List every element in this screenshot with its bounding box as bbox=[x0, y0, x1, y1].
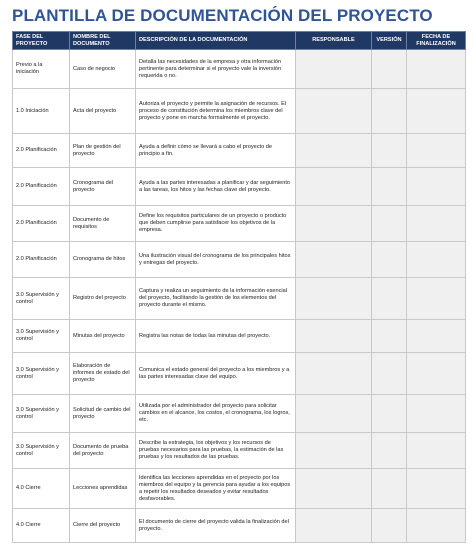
phase-cell: 3.0 Supervisión y control bbox=[13, 353, 70, 395]
document-name-cell: Elaboración de informes de estado del proyecto bbox=[70, 353, 136, 395]
description-cell: Describe la estrategia, los objetivos y los recursos de pruebas necesarios para las pruebas, la estimación de las pruebas y los resultados de las pruebas. bbox=[136, 433, 296, 469]
end-date-cell[interactable] bbox=[407, 89, 466, 134]
table-row bbox=[13, 242, 466, 278]
table-row bbox=[13, 320, 466, 353]
phase-cell: 3.0 Supervisión y control bbox=[13, 395, 70, 433]
description-cell: Detalla las necesidades de la empresa y otra información pertinente para determinar si el proyecto vale la inversión requerida o no. bbox=[136, 50, 296, 89]
table-row bbox=[13, 278, 466, 320]
document-name-cell: Cronograma del proyecto bbox=[70, 168, 136, 206]
table-row bbox=[13, 509, 466, 543]
document-name-cell: Acta del proyecto bbox=[70, 89, 136, 134]
responsible-cell[interactable] bbox=[296, 320, 372, 353]
end-date-cell[interactable] bbox=[407, 433, 466, 469]
responsible-cell[interactable] bbox=[296, 134, 372, 168]
document-name-cell: Documento de requisitos bbox=[70, 206, 136, 242]
document-name-cell: Plan de gestión del proyecto bbox=[70, 134, 136, 168]
responsible-cell[interactable] bbox=[296, 469, 372, 509]
phase-cell: 3.0 Supervisión y control bbox=[13, 433, 70, 469]
document-name-cell: Caso de negocio bbox=[70, 50, 136, 89]
end-date-cell[interactable] bbox=[407, 206, 466, 242]
documentation-table bbox=[12, 31, 466, 543]
responsible-cell[interactable] bbox=[296, 168, 372, 206]
table-row bbox=[13, 168, 466, 206]
description-cell: Ayuda a las partes interesadas a planificar y dar seguimiento a las tareas, los hitos y las fechas clave del proyecto. bbox=[136, 168, 296, 206]
version-cell[interactable] bbox=[372, 469, 407, 509]
document-name-cell: Cierre del proyecto bbox=[70, 509, 136, 543]
table-row bbox=[13, 89, 466, 134]
responsible-cell[interactable] bbox=[296, 395, 372, 433]
page-title: PLANTILLA DE DOCUMENTACIÓN DEL PROYECTO bbox=[12, 6, 433, 25]
header-doc-name: NOMBRE DEL DOCUMENTO bbox=[70, 32, 136, 50]
version-cell[interactable] bbox=[372, 320, 407, 353]
phase-cell: 3.0 Supervisión y control bbox=[13, 278, 70, 320]
end-date-cell[interactable] bbox=[407, 168, 466, 206]
end-date-cell[interactable] bbox=[407, 469, 466, 509]
version-cell[interactable] bbox=[372, 509, 407, 543]
table-row bbox=[13, 50, 466, 89]
header-responsible: RESPONSABLE bbox=[296, 32, 372, 50]
table-row bbox=[13, 134, 466, 168]
responsible-cell[interactable] bbox=[296, 509, 372, 543]
version-cell[interactable] bbox=[372, 50, 407, 89]
header-end-date: FECHA DE FINALIZACIÓN bbox=[407, 32, 466, 50]
phase-cell: 1.0 Iniciación bbox=[13, 89, 70, 134]
description-cell: El documento de cierre del proyecto valida la finalización del proyecto. bbox=[136, 509, 296, 543]
responsible-cell[interactable] bbox=[296, 50, 372, 89]
phase-cell: Previo a la iniciación bbox=[13, 50, 70, 89]
version-cell[interactable] bbox=[372, 134, 407, 168]
version-cell[interactable] bbox=[372, 395, 407, 433]
description-cell: Captura y realiza un seguimiento de la información esencial del proyecto, facilitando la gestión de los elementos del proyecto durante el mismo. bbox=[136, 278, 296, 320]
responsible-cell[interactable] bbox=[296, 206, 372, 242]
description-cell: Define los requisitos particulares de un proyecto o producto que deben cumplirse para satisfacer los objetivos de la empresa. bbox=[136, 206, 296, 242]
description-cell: Una ilustración visual del cronograma de los principales hitos y entregas del proyecto. bbox=[136, 242, 296, 278]
version-cell[interactable] bbox=[372, 89, 407, 134]
phase-cell: 2.0 Planificación bbox=[13, 168, 70, 206]
version-cell[interactable] bbox=[372, 278, 407, 320]
table-row bbox=[13, 469, 466, 509]
document-name-cell: Registro del proyecto bbox=[70, 278, 136, 320]
description-cell: Registra las notas de todas las minutas del proyecto. bbox=[136, 320, 296, 353]
table-row bbox=[13, 353, 466, 395]
version-cell[interactable] bbox=[372, 168, 407, 206]
document-name-cell: Documento de prueba del proyecto bbox=[70, 433, 136, 469]
description-cell: Autoriza el proyecto y permite la asignación de recursos. El proceso de constitución determina los miembros clave del proyecto y pone en marcha formalmente el proyecto. bbox=[136, 89, 296, 134]
table-row bbox=[13, 395, 466, 433]
version-cell[interactable] bbox=[372, 433, 407, 469]
end-date-cell[interactable] bbox=[407, 134, 466, 168]
description-cell: Ayuda a definir cómo se llevará a cabo el proyecto de principio a fin. bbox=[136, 134, 296, 168]
phase-cell: 2.0 Planificación bbox=[13, 206, 70, 242]
responsible-cell[interactable] bbox=[296, 242, 372, 278]
header-row bbox=[13, 32, 466, 50]
version-cell[interactable] bbox=[372, 206, 407, 242]
table-row bbox=[13, 433, 466, 469]
document-name-cell: Solicitud de cambio del proyecto bbox=[70, 395, 136, 433]
description-cell: Identifica las lecciones aprendidas en el proyecto por los miembros del equipo y la gerencia para ayudar a los equipos a repetir los resultados deseados y evitar resultados desfavorables. bbox=[136, 469, 296, 509]
phase-cell: 3.0 Supervisión y control bbox=[13, 320, 70, 353]
end-date-cell[interactable] bbox=[407, 278, 466, 320]
header-phase: FASE DEL PROYECTO bbox=[13, 32, 70, 50]
phase-cell: 2.0 Planificación bbox=[13, 242, 70, 278]
description-cell: Comunica el estado general del proyecto a los miembros y a las partes interesadas clave del equipo. bbox=[136, 353, 296, 395]
version-cell[interactable] bbox=[372, 242, 407, 278]
phase-cell: 2.0 Planificación bbox=[13, 134, 70, 168]
responsible-cell[interactable] bbox=[296, 278, 372, 320]
header-version: VERSIÓN bbox=[372, 32, 407, 50]
end-date-cell[interactable] bbox=[407, 242, 466, 278]
version-cell[interactable] bbox=[372, 353, 407, 395]
table-row bbox=[13, 206, 466, 242]
phase-cell: 4.0 Cierre bbox=[13, 469, 70, 509]
responsible-cell[interactable] bbox=[296, 89, 372, 134]
responsible-cell[interactable] bbox=[296, 433, 372, 469]
end-date-cell[interactable] bbox=[407, 395, 466, 433]
header-description: DESCRIPCIÓN DE LA DOCUMENTACIÓN bbox=[136, 32, 296, 50]
end-date-cell[interactable] bbox=[407, 509, 466, 543]
phase-cell: 4.0 Cierre bbox=[13, 509, 70, 543]
end-date-cell[interactable] bbox=[407, 50, 466, 89]
document-name-cell: Lecciones aprendidas bbox=[70, 469, 136, 509]
description-cell: Utilizada por el administrador del proyecto para solicitar cambios en el alcance, los costos, el cronograma, los logros, etc. bbox=[136, 395, 296, 433]
document-name-cell: Minutas del proyecto bbox=[70, 320, 136, 353]
document-name-cell: Cronograma de hitos bbox=[70, 242, 136, 278]
responsible-cell[interactable] bbox=[296, 353, 372, 395]
end-date-cell[interactable] bbox=[407, 320, 466, 353]
end-date-cell[interactable] bbox=[407, 353, 466, 395]
